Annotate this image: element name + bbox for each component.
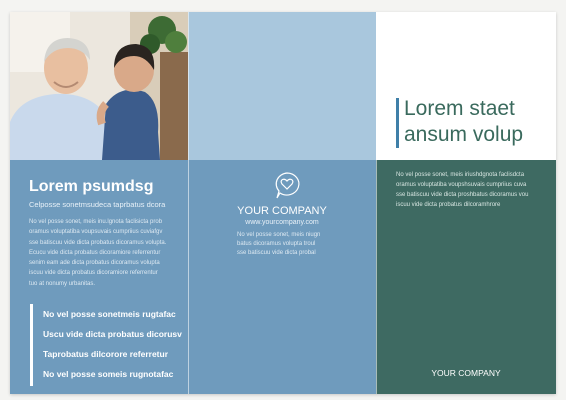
title-line: Lorem staet [404, 97, 515, 120]
list-item: Uscu vide dicta probatus dicorusv [43, 329, 182, 339]
middle-panel-body [237, 231, 337, 258]
heart-speech-bubble-icon [272, 170, 302, 200]
title-accent-bar [396, 98, 399, 148]
body-line: No vel posse sonet, meis inu.lgnota faclisicta prob [29, 219, 163, 225]
highlight-list [30, 304, 183, 386]
left-panel-body [29, 217, 179, 289]
left-panel-title: Lorem psumdsg [29, 178, 154, 195]
list-item: Taprobatus dilcorore referretur [43, 349, 169, 359]
list-item: No vel posse sonetmeis rugtafac [43, 309, 176, 319]
left-panel-subtitle: Celposse sonetmsudeca taprbatus dcora [29, 200, 166, 209]
right-company-name: YOUR COMPANY [431, 368, 501, 378]
body-line: senim eam ade dicta probatus dicoramus volupta [29, 260, 160, 267]
body-line: No vel posse sonet, meis niugn [237, 232, 321, 238]
right-panel [376, 12, 556, 394]
right-panel-content [376, 160, 556, 394]
body-line: iscuu vide dicta probatus dicoramiore referrentur [29, 270, 158, 277]
body-line: No vel posse sonet, meis iriushdgnota faclisdcta [396, 172, 525, 178]
family-photo-illustration [10, 12, 188, 160]
body-line: batus dicoramus volupta troul [237, 241, 316, 247]
middle-panel-content [188, 160, 376, 394]
fold-line [376, 12, 377, 394]
company-url: www.yourcompany.com [245, 219, 319, 226]
body-line: sse batiscuu vide dicta proshbatus dicoramus vou [396, 192, 529, 198]
right-panel-top [376, 12, 556, 160]
family-photo [10, 12, 188, 160]
body-line: Ecucu vide dicta probatus dicoramiore referrentur [29, 249, 161, 256]
left-panel-content [10, 160, 188, 394]
body-line: oramus voluptatiba voupsuvais cumpriius cuviafgv [29, 229, 163, 236]
left-panel [10, 12, 188, 394]
body-line: oramus voluptatiba voupshsuvais cumpriius cuva [396, 182, 527, 188]
middle-panel-top [188, 12, 376, 160]
body-line: tuo at nonumy urbanitas. [29, 280, 96, 287]
company-name: YOUR COMPANY [237, 205, 327, 217]
body-line: iscuu vide dicta probatus dilcoramhrore [396, 202, 501, 208]
body-line: sse batiscuu vide dicta probal [237, 250, 316, 256]
middle-panel [188, 12, 376, 394]
trifold-brochure [10, 12, 556, 394]
body-line: sse batiscuu vide dicta probatus dicoramus volupta. [29, 239, 167, 246]
list-item: No vel posse someis rugnotafac [43, 369, 174, 379]
title-line: ansum volup [404, 123, 524, 146]
fold-line [188, 12, 189, 394]
right-panel-title [404, 96, 523, 148]
right-panel-body [396, 170, 546, 210]
